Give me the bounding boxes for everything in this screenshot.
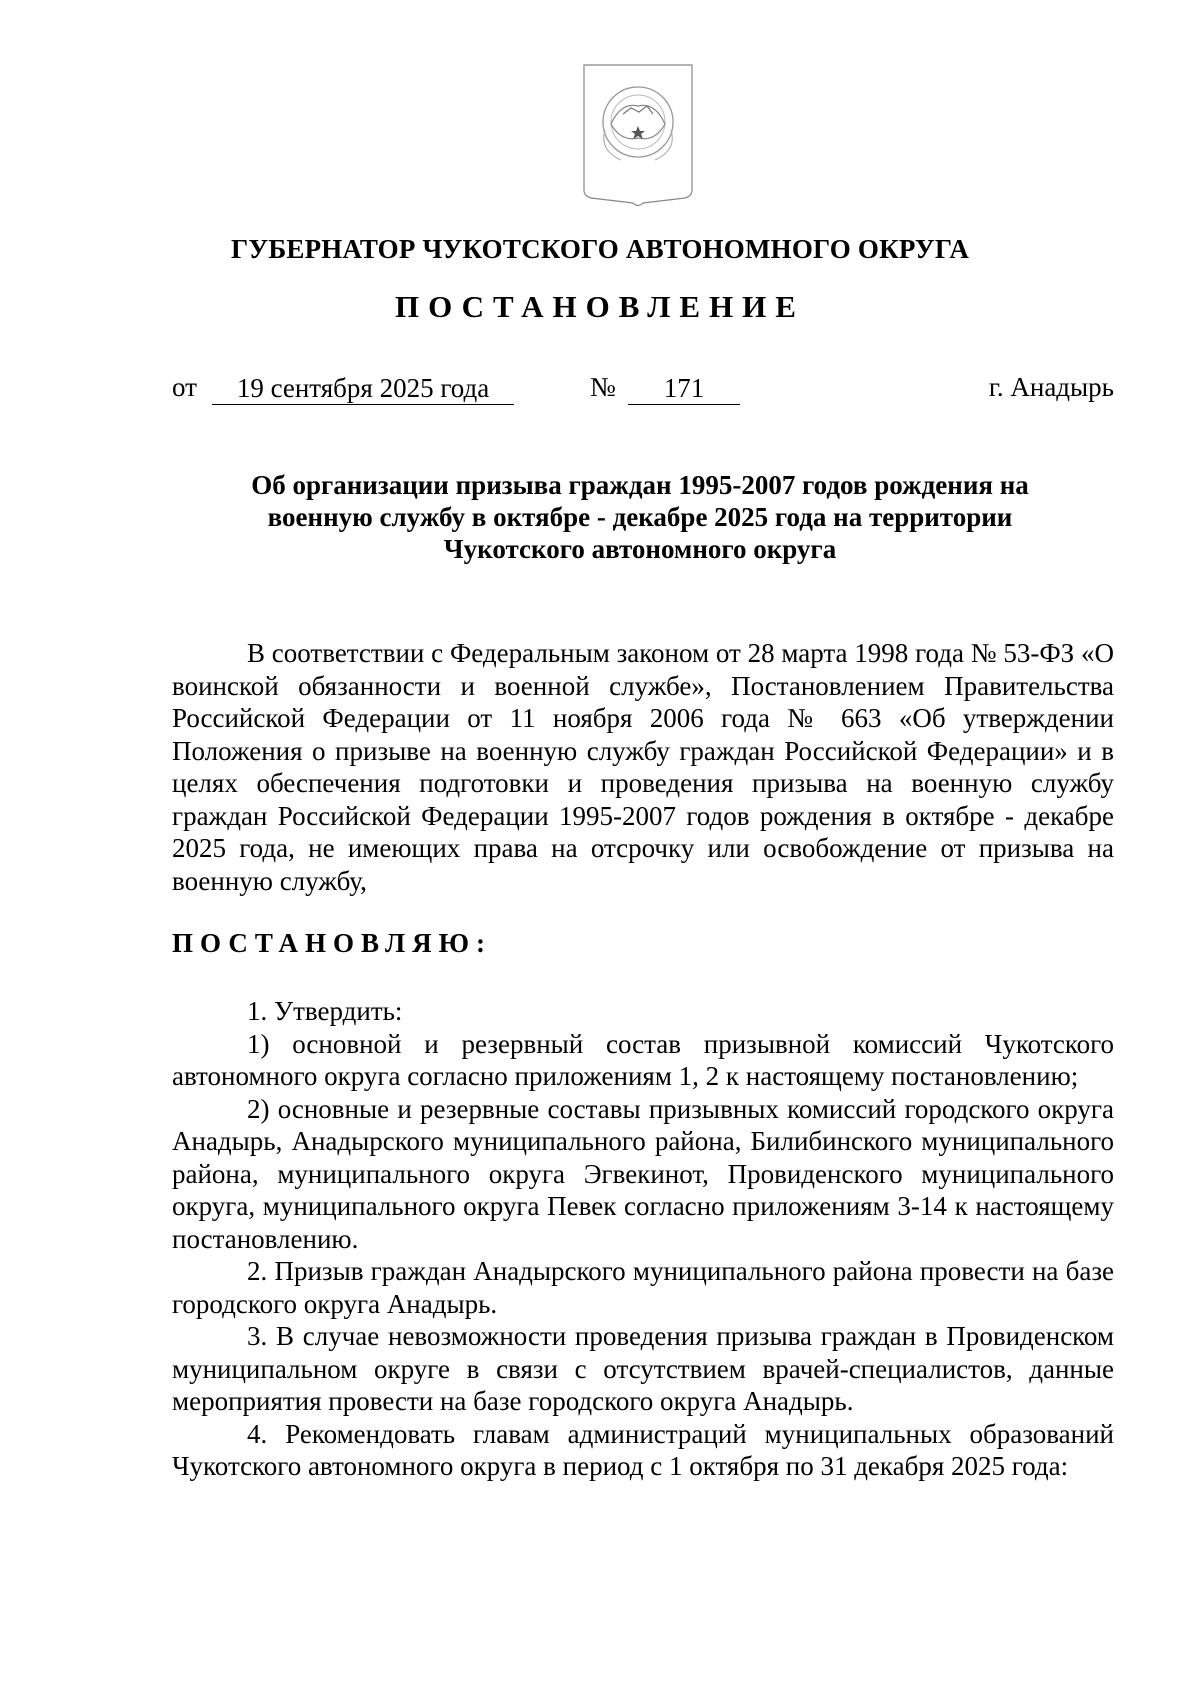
document-subject (200, 469, 1080, 565)
coat-of-arms-chukotka-icon (581, 62, 695, 208)
resolution-item: 2. Призыв граждан Анадырского муниципального района провести на базе городского округа Анадырь. (172, 1256, 1114, 1319)
subject-line: Чукотского автономного округа (443, 534, 837, 564)
resolution-item: 1. Утвердить: (247, 996, 403, 1026)
document-number: 171 (628, 372, 740, 405)
document-meta-row (172, 372, 1114, 408)
resolution-item: 4. Рекомендовать главам администраций муниципальных образований Чукотского автономного округа в период с 1 октября по 31 декабря 2025 года: (172, 1418, 1114, 1481)
resolution-item: 3. В случае невозможности проведения призыва граждан в Провиденском муниципальном округе в связи с отсутствием врачей-специалистов, данные мероприятия провести на базе городского округа Анадырь. (172, 1321, 1114, 1416)
preamble-section (172, 637, 1114, 897)
date-label: от (172, 372, 197, 402)
subject-line: военную службу в октябре - декабре 2025 года на территории (267, 502, 1013, 532)
resolution-item: 1) основной и резервный состав призывной комиссий Чукотского автономного округа согласно приложениям 1, 2 к настоящему постановлению; (172, 1028, 1114, 1091)
subject-line: Об организации призыва граждан 1995-2007 годов рождения на (251, 470, 1029, 500)
document-city: г. Анадырь (988, 372, 1114, 402)
document-type-heading: ПОСТАНОВЛЕНИЕ (395, 289, 805, 324)
organization-title: ГУБЕРНАТОР ЧУКОТСКОГО АВТОНОМНОГО ОКРУГА (230, 234, 970, 264)
document-date: 19 сентября 2025 года (212, 372, 514, 405)
number-label: № (590, 372, 616, 402)
resolve-heading: ПОСТАНОВЛЯЮ: (172, 928, 492, 958)
preamble-paragraph: В соответствии с Федеральным законом от 28 марта 1998 года № 53-ФЗ «О воинской обязанности и военной службе», Постановлением Правительства Российской Федерации от 11 ноября 2006 года № 663 «Об утверждении Положения о призыве на военную службу граждан Российской Федерации» и в целях обеспечения подготовки и проведения призыва на военную службу граждан Российской Федерации 1995-2007 годов рождения в октябре - декабре 2025 года, не имеющих права на отсрочку или освобождение от призыва на военную службу, (172, 638, 1114, 896)
resolution-item: 2) основные и резервные составы призывных комиссий городского округа Анадырь, Анадырского муниципального района, Билибинского муниципального района, муниципального округа Эгвекинот, Провиденского муниципального округа, муниципального округа Певек согласно приложениям 3-14 к настоящему постановлению. (172, 1093, 1114, 1254)
resolution-items (172, 995, 1114, 1483)
